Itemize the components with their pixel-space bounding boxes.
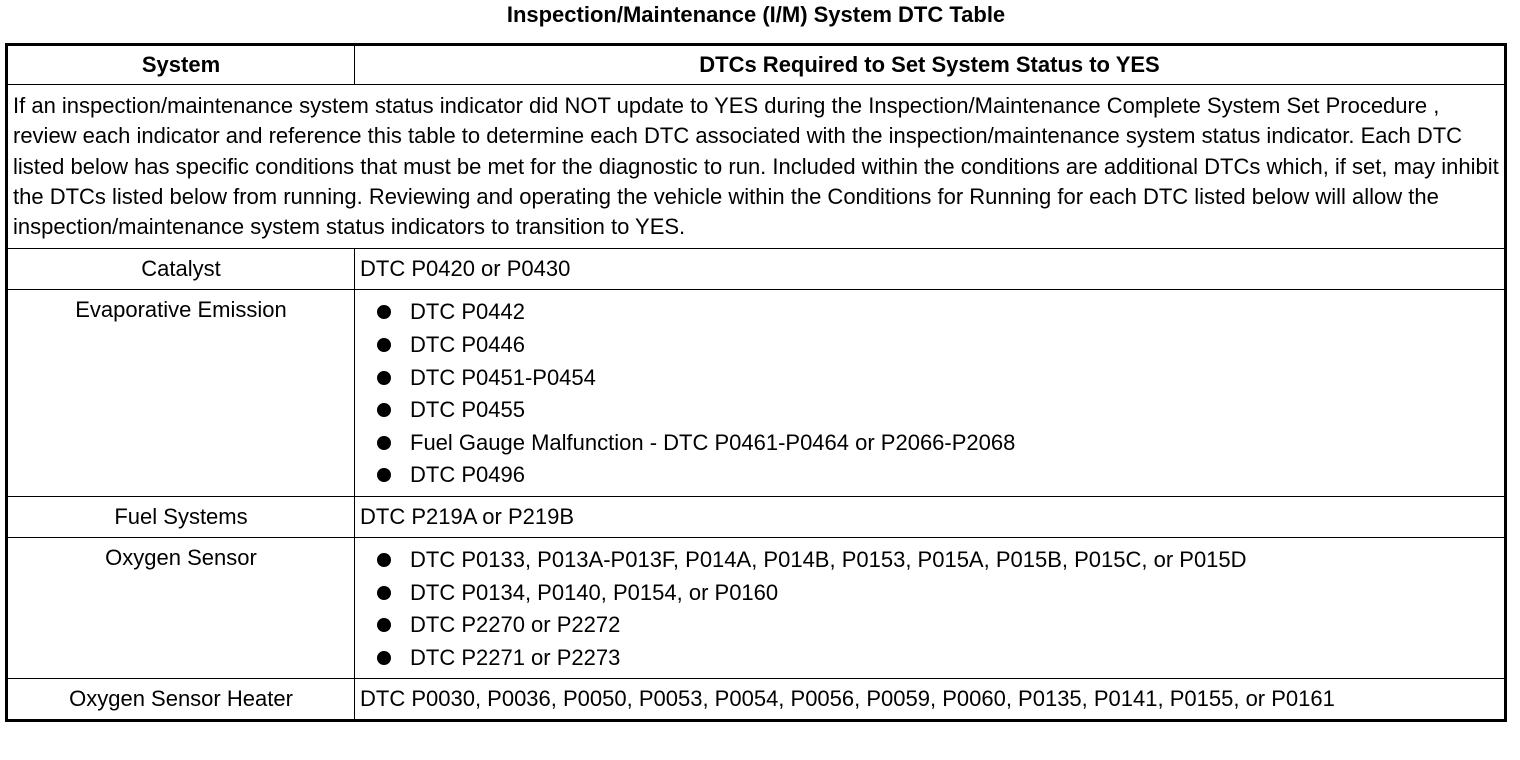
dtc-cell: DTC P219A or P219B: [355, 497, 1506, 538]
list-item: [377, 427, 1504, 460]
list-item-text: DTC P0133, P013A-P013F, P014A, P014B, P0153, P015A, P015B, P015C, or P015D: [410, 547, 1247, 573]
system-cell: Evaporative Emission: [7, 290, 355, 497]
system-cell: Catalyst: [7, 249, 355, 290]
bullet-icon: [377, 618, 391, 632]
bullet-icon: [377, 651, 391, 665]
list-item: [377, 394, 1504, 427]
bullet-icon: [377, 436, 391, 450]
list-item: [377, 609, 1504, 642]
list-item: [377, 362, 1504, 395]
table-row-oxygen-sensor: [7, 538, 1506, 679]
dtc-table: [5, 43, 1507, 722]
dtc-list: [355, 538, 1504, 678]
dtc-cell: [355, 538, 1506, 679]
bullet-icon: [377, 586, 391, 600]
list-item-text: DTC P0134, P0140, P0154, or P0160: [410, 579, 779, 605]
list-item-text: DTC P0451-P0454: [410, 364, 596, 390]
table-row-catalyst: [7, 249, 1506, 290]
page-title: Inspection/Maintenance (I/M) System DTC Table: [506, 2, 1006, 27]
system-cell: Fuel Systems: [7, 497, 355, 538]
dtc-cell: DTC P0030, P0036, P0050, P0053, P0054, P0056, P0059, P0060, P0135, P0141, P0155, or P0161: [355, 679, 1506, 721]
bullet-icon: [377, 468, 391, 482]
table-row-fuel-systems: [7, 497, 1506, 538]
header-row: [7, 45, 1506, 85]
list-item-text: DTC P2270 or P2272: [410, 612, 621, 638]
list-item: [377, 296, 1504, 329]
list-item-text: DTC P0496: [410, 462, 525, 488]
list-item: [377, 577, 1504, 610]
dtc-cell: DTC P0420 or P0430: [355, 249, 1506, 290]
header-system: System: [7, 45, 355, 85]
dtc-cell: [355, 290, 1506, 497]
list-item: [377, 459, 1504, 492]
bullet-icon: [377, 305, 391, 319]
list-item: [377, 329, 1504, 362]
header-dtcs: DTCs Required to Set System Status to YES: [355, 45, 1506, 85]
list-item: [377, 544, 1504, 577]
list-item-text: DTC P0442: [410, 299, 525, 325]
bullet-icon: [377, 371, 391, 385]
intro-row: [7, 85, 1506, 249]
list-item-text: DTC P2271 or P2273: [410, 644, 621, 670]
list-item-text: Fuel Gauge Malfunction - DTC P0461-P0464 or P2066-P2068: [410, 429, 1016, 455]
list-item-text: DTC P0446: [410, 332, 525, 358]
table-row-evaporative-emission: [7, 290, 1506, 497]
dtc-list: [355, 290, 1504, 496]
table-row-oxygen-sensor-heater: [7, 679, 1506, 721]
bullet-icon: [377, 338, 391, 352]
system-cell: Oxygen Sensor: [7, 538, 355, 679]
bullet-icon: [377, 553, 391, 567]
intro-text: If an inspection/maintenance system status indicator did NOT update to YES during the Inspection/Maintenance Complete System Set Procedure , review each indicator and reference this table to determine each DTC associated with the inspection/maintenance system status indicator. Each DTC listed below has specific conditions that must be met for the diagnostic to run. Included within the conditions are additional DTCs which, if set, may inhibit the DTCs listed below from running. Reviewing and operating the vehicle within the Conditions for Running for each DTC listed below will allow the inspection/maintenance system status indicators to transition to YES.: [7, 85, 1506, 249]
bullet-icon: [377, 403, 391, 417]
list-item: [377, 642, 1504, 675]
list-item-text: DTC P0455: [410, 397, 525, 423]
system-cell: Oxygen Sensor Heater: [7, 679, 355, 721]
